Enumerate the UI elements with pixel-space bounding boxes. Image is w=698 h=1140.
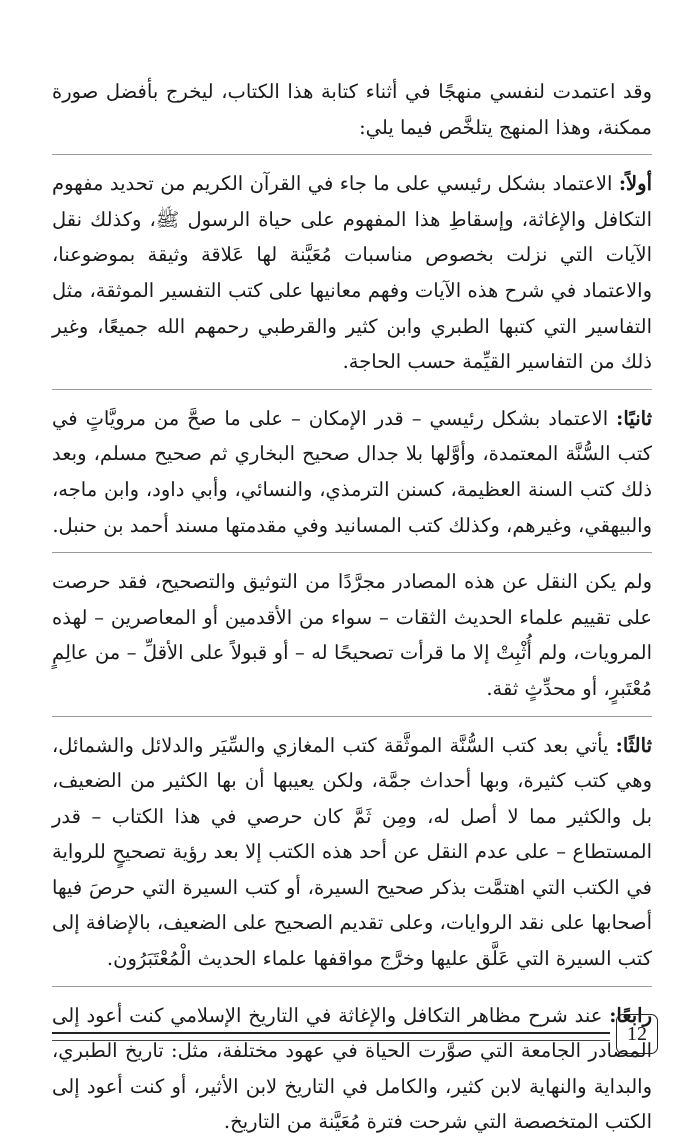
page-footer xyxy=(52,1014,658,1058)
page-body xyxy=(52,74,652,1140)
footer-rule-thin xyxy=(52,1040,610,1041)
paragraph-divider xyxy=(52,986,652,987)
point-three-paragraph xyxy=(52,728,652,977)
paragraph-lead: رابعًا: xyxy=(609,1003,652,1027)
paragraph-text: الاعتماد بشكل رئيسي – قدر الإمكان – على ما صحَّ من مرويَّاتٍ في كتب السُّنَّة المعتمدة، وأوَّلها بلا جدال صحيح البخاري ثم صحيح مسلم، وبعد ذلك كتب السنة العظيمة، كسنن الترمذي، والنسائي، وأبي داود، وابن ماجه، والبيهقي، وغيرهم، وكذلك كتب المسانيد وفي مقدمتها مسند أحمد بن حنبل. xyxy=(52,406,652,537)
verification-paragraph xyxy=(52,564,652,706)
paragraph-text: وقد اعتمدت لنفسي منهجًا في أثناء كتابة هذا الكتاب، ليخرج بأفضل صورة ممكنة، وهذا المنهج يتلخَّص فيما يلي: xyxy=(52,80,652,139)
paragraph-text: عند شرح مظاهر التكافل والإغاثة في التاريخ الإسلامي كنت أعود إلى المصادر الجامعة التي صوَّرت الحياة في عهود مختلفة، مثل: تاريخ الطبري، والبداية والنهاية لابن كثير، والكامل في التاريخ لابن الأثير، أو كنت أعود إلى الكتب المتخصصة التي شرحت فترة مُعَيَّنة من التاريخ. xyxy=(52,1003,652,1134)
page-number: 12 xyxy=(627,1022,647,1045)
paragraph-divider xyxy=(52,389,652,390)
paragraph-lead: أولاً: xyxy=(618,172,652,196)
paragraph-lead: ثالثًا: xyxy=(615,733,652,757)
page-number-box xyxy=(616,1014,658,1054)
footer-rule-thick xyxy=(52,1032,610,1034)
paragraph-text: ولم يكن النقل عن هذه المصادر مجرَّدًا من التوثيق والتصحيح، فقد حرصت على تقييم علماء الحديث الثقات – سواء من الأقدمين أو المعاصرين – لهذه المرويات، ولم أُثْبِتْ إلا ما قرأت تصحيحًا له – أو قبولاً على الأقلِّ – من عالِمٍ مُعْتَبرٍ، أو محدِّثٍ ثقة. xyxy=(52,570,652,700)
paragraph-text: يأتي بعد كتب السُّنَّة الموثَّقة كتب المغازي والسِّيَر والدلائل والشمائل، وهي كتب كثيرة، وبها أحداث جمَّة، ولكن يعيبها أن بها الكثير من الضعيف، بل والكثير مما لا أصل له، ومِن ثَمَّ كان حرصي في هذا الكتاب – قدر المستطاع – على عدم النقل عن أحد هذه الكتب إلا بعد رؤية تصحيحٍ للرواية في الكتب التي اهتمَّت بذكر صحيح السيرة، أو كتب السيرة التي حرصَ فيها أصحابها على نقد الروايات، وعلى تقديم الصحيح على الضعيف، بالإضافة إلى كتب السيرة التي عَلَّق عليها وخرَّج مواقفها علماء الحديث الْمُعْتَبَرُون. xyxy=(52,733,652,971)
paragraph-divider xyxy=(52,552,652,553)
point-one-paragraph xyxy=(52,166,652,380)
paragraph-divider xyxy=(52,716,652,717)
intro-paragraph xyxy=(52,74,652,145)
paragraph-divider xyxy=(52,154,652,155)
point-two-paragraph xyxy=(52,401,652,543)
paragraph-text: الاعتماد بشكل رئيسي على ما جاء في القرآن الكريم من تحديد مفهوم التكافل والإغاثة، وإسقاطِ هذا المفهوم على حياة الرسول ﷺ، وكذلك نقل الآيات التي نزلت بخصوص مناسبات مُعَيَّنة لها عَلاقة وثيقة بموضوعنا، والاعتماد في شرح هذه الآيات وفهم معانيها على كتب التفسير الموثقة، مثل التفاسير التي كتبها الطبري وابن كثير والقرطبي رحمهم الله جميعًا، وغير ذلك من التفاسير القيِّمة حسب الحاجة. xyxy=(52,172,652,374)
paragraph-lead: ثانيًا: xyxy=(616,406,652,430)
